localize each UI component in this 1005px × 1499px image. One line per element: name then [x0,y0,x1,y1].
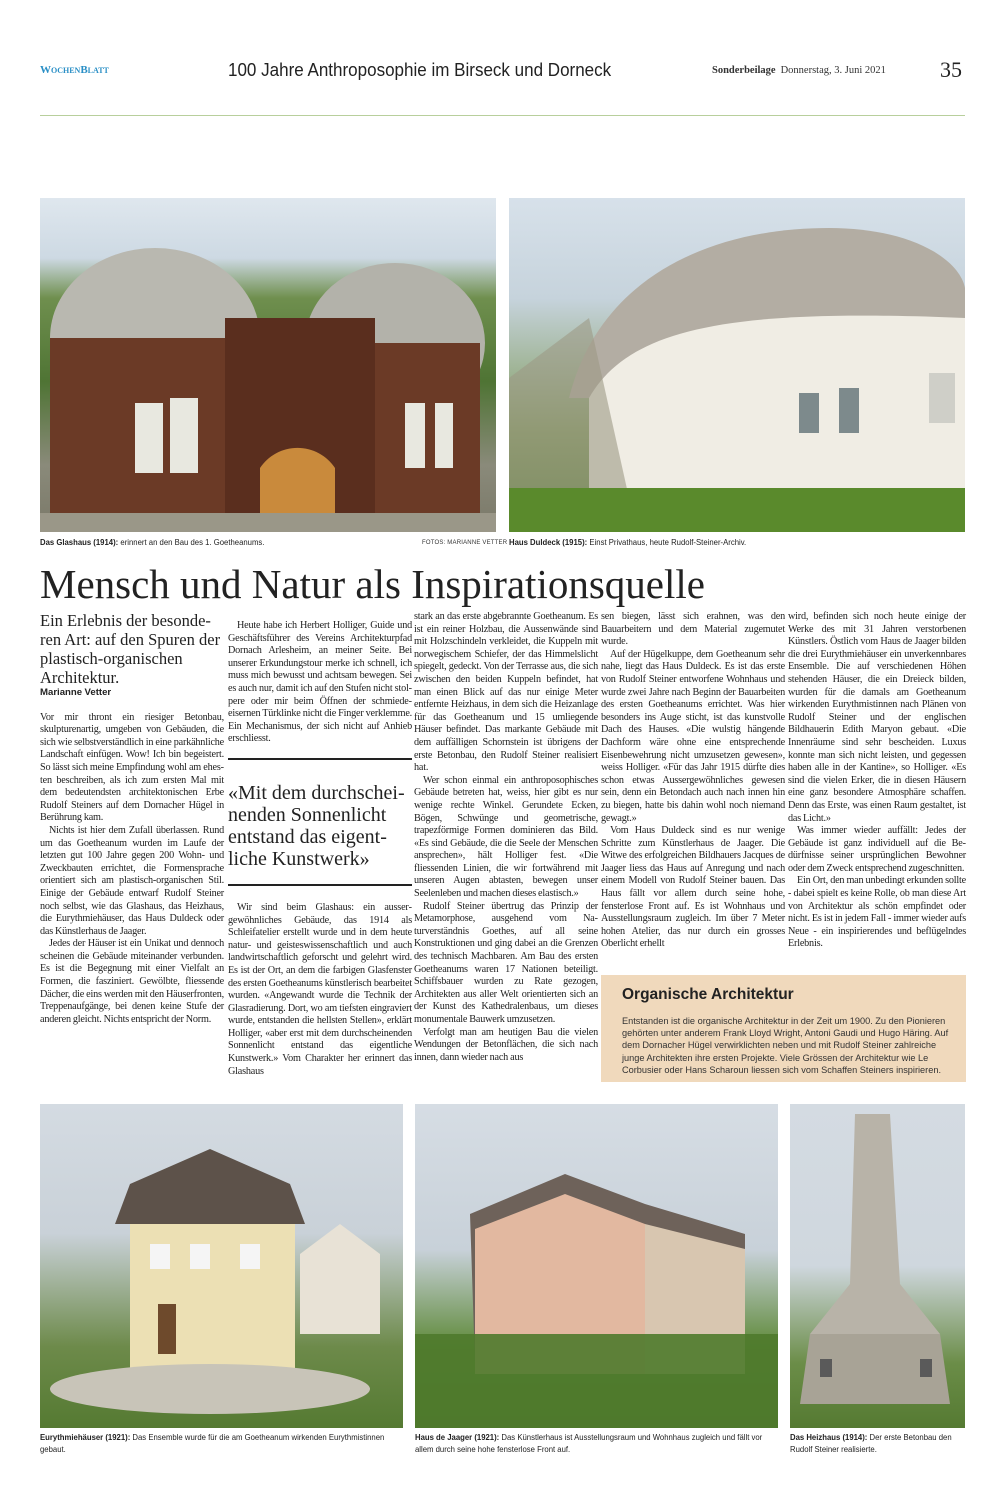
paragraph: Vom Haus Duldeck sind es nur wenige Schritte zum Künstlerhaus de Jaager. Die Witwe des erfolgreichen Bildhauers Jacques de Jaager liess das Haus auf Anregung und nach einem Modell von Rudolf Steiner bauen. Das Haus fällt vor allem durch seine hohe, fensterlose Front auf. Es ist Wohnhaus und Ausstellungsraum zugleich. Im über 7 Meter hohen Atelier, das nur durch ein grosses Oberlicht erhellt [601,825,785,950]
header-divider [40,115,965,116]
article-deck: Ein Erlebnis der besonderen Art: auf den Spuren der plastisch-organischen Architektur. [40,611,221,687]
caption-text: erinnert an den Bau des 1. Goetheanums. [118,537,265,547]
publication-logo: WochenBlatt [40,64,109,76]
caption-text: Einst Privathaus, heute Rudolf-Steiner-Archiv. [587,537,747,547]
infobox-organische-architektur [601,975,966,1082]
paragraph: wird, befinden sich noch heute einige der Werke des mit 31 Jahren verstorbenen Künstlers. Östlich vom Haus de Jaager bilden die drei Eurythmiehäuser ein unverkennbares Ensemble. Die auf verschiedenen Höhen stehenden Häuser, die ein Dreieck bilden, wurden für die damals am Goetheanum wirkenden Eurythmistinnen nach Plänen von Rudolf Steiner und der englischen Bildhauerin Edith Maryon gebaut. «Die Innenräume sind sehr bescheiden. Luxus konnte man sich nicht leisten, und gegessen haben alle in der Kantine», so Holliger. «Es sind die vielen Erker, die in diesen Häusern eine ganz besondere Atmosphäre schaffen. Denn das Erste, was einen Raum gestaltet, ist das Licht.» [788,611,966,824]
caption-text: Das Künstlerhaus ist Ausstellungsraum und Wohnhaus zugleich und fällt vor allem durch seine hohe fensterlose Front auf. [415,1432,763,1454]
caption-haus-duldeck [509,536,914,548]
caption-eurythmiehaeuser [40,1431,400,1455]
paragraph: Wer schon einmal ein anthroposophisches Gebäude betreten hat, weiss, hier gibt es nur wenige rechte Winkel. Gerundete Ecken, Bögen, Schwünge und geometrische, trapezförmige Formen dominieren das Bild. «Es sind Gebäude, die die Seele der Menschen ansprechen», hält Holliger fest. «Die fliessenden Linien, die wir fortwährend mit unseren Augen abtasten, bewegen unser Seelenleben und machen dieses elastisch.» [414,774,598,900]
infobox-title: Organische Architektur [622,986,794,1003]
photo-haus-duldeck [509,198,965,532]
article-column-5 [788,611,966,951]
caption-title: Haus de Jaager (1921): [415,1432,500,1442]
supplement-date [712,65,886,76]
paragraph: Heute habe ich Herbert Holliger, Guide und Geschäftsführer des Vereins Architekturpfad Dornach Arlesheim, an meiner Seite. Bei unserer Erkundungstour merke ich schnell, ich muss mich bewusst und achtsam bewegen. Sei es auch nur, damit ich auf den Stufen nicht stolpere oder mir beim Öffnen der schmiedeeisernen Türklinke nicht die Finger verklemme. Ein Mechanismus, der sich nicht auf Anhieb erschliesst. [228,620,412,745]
caption-heizhaus [790,1431,966,1455]
issue-date: Donnerstag, 3. Juni 2021 [780,65,886,76]
paragraph: Vor mir thront ein riesiger Betonbau, skulpturenartig, umgeben von Gebäuden, die sich wie selbstverständlich in eine parkähnliche Landschaft einfügen. Wow! Ich bin begeistert. So lässt sich meine Empfindung wohl am ehesten beschreiben, als ich zum ersten Mal mit dem bedeutendsten architektonischen Erbe Rudolf Steiners auf dem Dornacher Hügel in Berührung kam. [40,711,224,824]
caption-title: Das Heizhaus (1914): [790,1432,868,1442]
quote-rule-bottom [228,884,412,886]
photo-glashaus [40,198,496,532]
paragraph: Was immer wieder auffällt: Jedes der Gebäude ist ganz individuell auf die Bedürfnisse seiner ursprünglichen Bewohner oder dem Zweck entsprechend zugeschnitten. [788,825,966,874]
photo-heizhaus [790,1104,965,1428]
article-headline: Mensch und Natur als Inspirationsquelle [40,561,705,607]
article-column-4 [601,611,785,951]
caption-title: Eurythmiehäuser (1921): [40,1432,131,1442]
caption-haus-de-jaager [415,1431,775,1455]
pull-quote: «Mit dem durchscheinenden Sonnenlicht entstand das eigentliche Kunstwerk» [228,781,405,870]
caption-glashaus [40,536,418,548]
caption-text: Das Ensemble wurde für die am Goetheanum wirkenden Eurythmistinnen gebaut. [40,1432,385,1454]
infobox-text: Entstanden ist die organische Architektur in der Zeit um 1900. Zu den Pionieren gehörten unter anderem Frank Lloyd Wright, Antoni Gaudi und Hugo Häring. Auf dem Dornacher Hügel verwirklichten neben und mit Rudolf Steiner zahlreiche junge Architekten ihre ersten Projekte. Viele Grössen der Architektur wie Le Corbusier oder Hans Scharoun liessen sich vom Schaffen Steiners inspirieren. [622,1016,949,1075]
photo-credit: FOTOS: MARIANNE VETTER [422,540,508,546]
section-kicker: 100 Jahre Anthroposophie im Birseck und Dorneck [228,59,612,80]
photo-haus-de-jaager [415,1104,778,1428]
author-byline: Marianne Vetter [40,687,112,698]
article-column-2 [228,620,412,1078]
paragraph: Jedes der Häuser ist ein Unikat und dennoch scheinen die Gebäude miteinander verbunden. Es ist die Begegnung mit einer Vielfalt an Formen, die fasziniert. Gewölbte, fliessende Dächer, die eins werden mit den Häuserfronten, Treppenaufgänge, bei denen keine Stufe der anderen gleicht. Nichts entspricht der Norm. [40,938,224,1025]
paragraph: Verfolgt man am heutigen Bau die vielen Wendungen der Betonflächen, die sich nach innen, dann wieder nach aus [414,1026,598,1063]
caption-title: Das Glashaus (1914): [40,537,119,547]
quote-rule-top [228,758,412,760]
caption-text: Der erste Betonbau den Rudolf Steiner realisierte. [790,1432,952,1454]
article-column-1 [40,611,224,1026]
paragraph: Ein Ort, den man unbedingt erkunden sollte - dabei spielt es keine Rolle, ob man diese Art von Architektur als schön empfindet oder nicht. Es ist in jedem Fall - immer wieder aufs Neue - ein inspirierendes und beflügelndes Erlebnis. [788,875,966,950]
paragraph: Auf der Hügelkuppe, dem Goetheanum sehr nahe, liegt das Haus Duldeck. Es ist das erste von Rudolf Steiner entworfene Wohnhaus und wurde zwei Jahre nach Beginn der Bauarbeiten des ersten Goetheanums errichtet. Was hier besonders ins Auge sticht, ist das kunstvolle Dach des Hauses. «Die wulstig hängende Dachform wäre ohne eine entsprechende Eisenbewehrung nicht umzusetzen gewesen», weiss Holliger. «Für das Jahr 1915 dürfte dies schon etwas Aussergewöhnliches gewesen sein, denn ein Betondach auch nach innen hin zu biegen, hatte bis dahin wohl noch niemand gewagt.» [601,648,785,824]
supplement-label: Sonderbeilage [712,65,776,76]
paragraph: Rudolf Steiner übertrug das Prinzip der Metamorphose, ausgehend vom Naturverständnis Goethes, auf all seine Konstruktionen und ging dabei an die Grenzen des technisch Machbaren. Am Bau des ersten Goetheanums waren 17 Nationen beteiligt. Schiffsbauer wurden zu Rate gezogen, Architekten aus aller Welt orientierten sich an der Kunst des Kathedralenbaus, um dieses monumentale Bauwerk umzusetzen. [414,900,598,1025]
photo-eurythmiehaeuser [40,1104,403,1428]
paragraph: stark an das erste abgebrannte Goetheanum. Es ist ein reiner Holzbau, die Aussenwände sind mit Holzschindeln verkleidet, die Kuppeln mit norwegischem Schiefer, der das Himmelslicht spiegelt, gedeckt. Von der Terrasse aus, die sich zwischen den beiden Kuppeln befindet, hat man einen Blick auf das nur einige Meter entfernte Heizhaus, in dem sich die Heizanlage für das Goetheanum und 15 umliegende Häuser befindet. Das markante Gebäude mit dem auffälligen Schornstein ist übrigens der erste Betonbau, den Rudolf Steiner realisiert hat. [414,611,598,774]
paragraph: Nichts ist hier dem Zufall überlassen. Rund um das Goetheanum wurden im Laufe der letzten gut 100 Jahre gegen 200 Wohn- und Zweckbauten errichtet, die Formensprache orientiert sich am plastisch-organischen Stil. Einige der Gebäude entwarf Rudolf Steiner noch selbst, wie das Glashaus, das Heizhaus, die Eurythmiehäuser, das Haus Duldeck oder das Künstlerhaus de Jaager. [40,824,224,937]
page-number: 35 [940,57,962,82]
caption-title: Haus Duldeck (1915): [509,537,588,547]
paragraph: Wir sind beim Glashaus: ein aussergewöhnliches Gebäude, das 1914 als Schleifatelier erstellt wurde und in dem heute natur- und geisteswissenschaftlich und auch landwirtschaftlich geforscht und gelehrt wird. Es ist der Ort, an dem die farbigen Glasfenster des ersten Goetheanums künstlerisch bearbeitet wurden. «Angewandt wurde die Technik der Glasradierung. Dort, wo am tiefsten eingraviert wurde, entstanden die hellsten Stellen», erklärt Holliger, «aber erst mit dem durchscheinenden Sonnenlicht entstand das eigentliche Kunstwerk.» Vom Charakter her erinnert das Glashaus [228,901,412,1077]
paragraph: sen biegen, lässt sich erahnen, was den Bauarbeitern und dem Material zugemutet wurde. [601,611,785,648]
article-column-3 [414,611,598,1064]
